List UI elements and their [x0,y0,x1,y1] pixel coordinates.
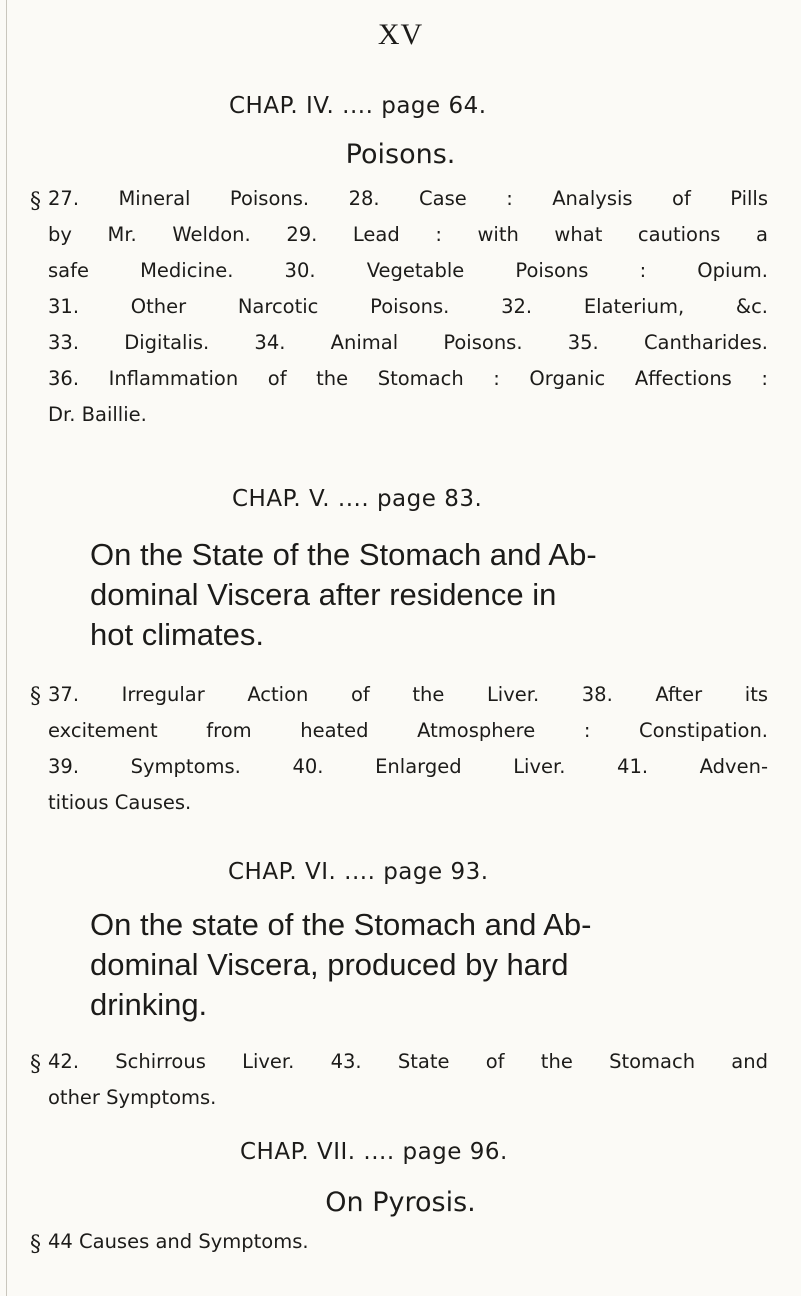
page-roman-numeral: XV [377,18,424,51]
contents-line: 39. Symptoms. 40. Enlarged Liver. 41. Adven- [48,755,768,778]
contents-line: by Mr. Weldon. 29. Lead : with what cautions a [48,223,768,246]
contents-line: safe Medicine. 30. Vegetable Poisons : Opium. [48,259,768,282]
contents-line: excitement from heated Atmosphere : Constipation. [48,719,768,742]
section-mark: § [30,189,41,214]
contents-line: 31. Other Narcotic Poisons. 32. Elaterium, &c. [48,295,768,318]
title-line: drinking. [90,987,208,1022]
contents-line: other Symptoms. [48,1086,217,1109]
title-line: hot climates. [90,617,265,652]
chapter-vii-contents [48,1224,768,1260]
contents-line: 37. Irregular Action of the Liver. 38. After its [48,683,768,706]
chapter-iv-contents [48,181,768,433]
title-line: dominal Viscera after residence in [90,577,557,612]
chapter-vii-heading: CHAP. VII. .... page 96. [240,1139,508,1165]
chapter-vii-title: On Pyrosis. [325,1187,476,1218]
chapter-vi-heading: CHAP. VI. .... page 93. [228,859,489,885]
section-mark: § [30,1052,41,1077]
chapter-iv-heading: CHAP. IV. .... page 64. [229,93,487,119]
title-line: dominal Viscera, produced by hard [90,947,569,982]
chapter-v-title [90,535,762,655]
contents-line: 33. Digitalis. 34. Animal Poisons. 35. Cantharides. [48,331,768,354]
chapter-iv-title: Poisons. [345,139,456,170]
contents-line: titious Causes. [48,791,192,814]
chapter-v-heading: CHAP. V. .... page 83. [232,486,483,512]
chapter-vi-title [90,905,762,1025]
title-line: On the State of the Stomach and Ab- [90,537,597,572]
contents-line: 36. Inflammation of the Stomach : Organic Affections : [48,367,768,390]
contents-line: 42. Schirrous Liver. 43. State of the Stomach and [48,1050,768,1073]
title-line: On the state of the Stomach and Ab- [90,907,592,942]
page-edge-line [6,0,7,1296]
contents-line: 44 Causes and Symptoms. [48,1230,309,1253]
section-mark: § [30,1232,41,1257]
contents-line: 27. Mineral Poisons. 28. Case : Analysis of Pills [48,187,768,210]
section-mark: § [30,684,41,709]
chapter-v-contents [48,677,768,821]
chapter-vi-contents [48,1044,768,1116]
contents-line: Dr. Baillie. [48,403,147,426]
